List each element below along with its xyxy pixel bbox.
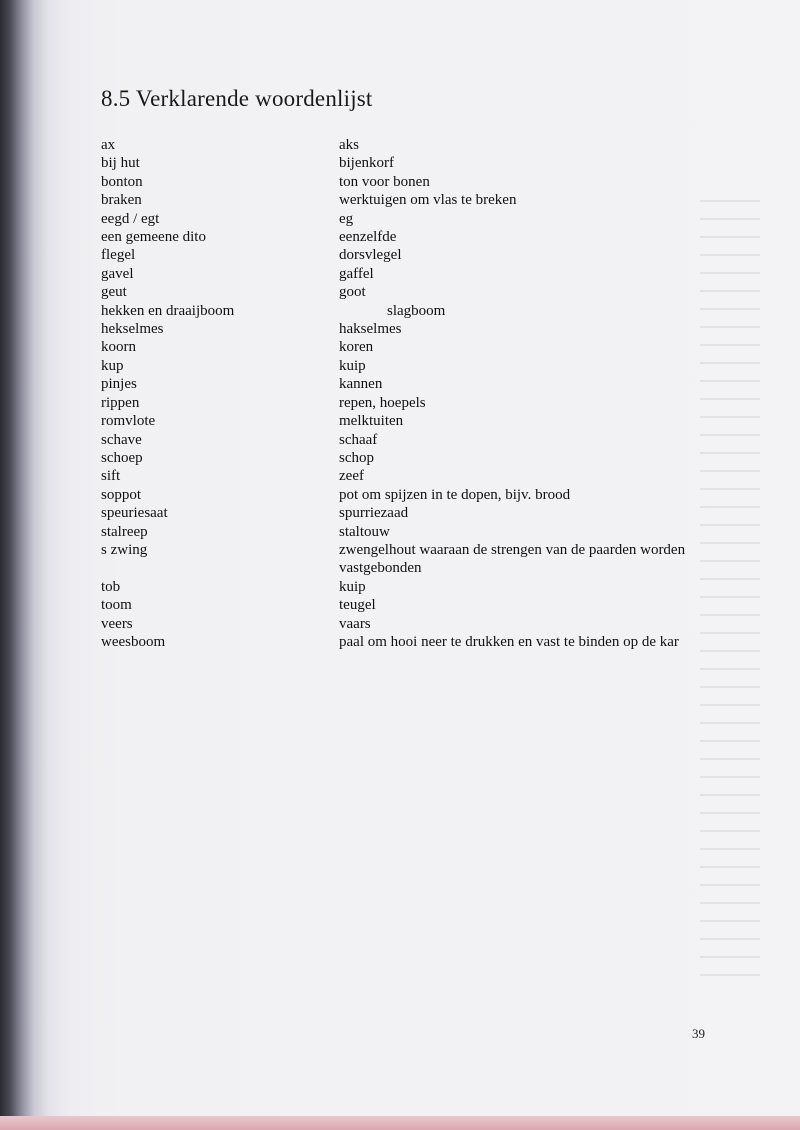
glossary-definition-text: teugel <box>339 597 376 614</box>
glossary-term: sift <box>101 468 121 485</box>
glossary-row <box>101 486 741 504</box>
glossary-definition-text: slagboom <box>387 302 446 319</box>
glossary-row <box>101 154 741 172</box>
glossary-definition <box>339 320 741 338</box>
glossary-definition-text: aks <box>339 137 359 153</box>
glossary-definition-text: hakselmes <box>339 321 402 338</box>
glossary-term: eegd / egt <box>101 210 160 227</box>
glossary-term: braken <box>101 192 142 209</box>
glossary-definition <box>339 302 741 320</box>
glossary-term: schoep <box>101 449 143 466</box>
glossary-row <box>101 449 741 467</box>
glossary-term: ax <box>101 137 116 153</box>
glossary-definition <box>339 191 741 209</box>
glossary-term: pinjes <box>101 376 137 393</box>
glossary-definition <box>339 467 741 485</box>
glossary-term: speuriesaat <box>101 505 168 522</box>
glossary-row <box>101 338 741 356</box>
glossary-list <box>101 136 741 651</box>
glossary-row <box>101 246 741 264</box>
glossary-definition <box>339 246 741 264</box>
glossary-definition <box>339 615 741 633</box>
glossary-row <box>101 467 741 485</box>
glossary-term: veers <box>101 615 133 632</box>
glossary-row <box>101 191 741 209</box>
glossary-row <box>101 173 741 191</box>
glossary-row <box>101 431 741 449</box>
glossary-row <box>101 633 741 651</box>
glossary-row <box>101 302 741 320</box>
glossary-term: schave <box>101 431 142 448</box>
glossary-definition-text: werktuigen om vlas te breken <box>339 192 517 209</box>
glossary-definition-continued: vastgebonden <box>339 560 422 577</box>
glossary-row <box>101 136 741 154</box>
glossary-definition-text: pot om spijzen in te dopen, bijv. brood <box>339 486 571 503</box>
glossary-definition-text: repen, hoepels <box>339 394 426 411</box>
glossary-definition <box>339 449 741 467</box>
glossary-term: geut <box>101 284 127 301</box>
glossary-definition <box>339 338 741 356</box>
glossary-term: kup <box>101 357 124 374</box>
glossary-definition-text: kuip <box>339 357 366 374</box>
glossary-term: een gemeene dito <box>101 229 206 246</box>
glossary-term: flegel <box>101 247 136 264</box>
glossary-definition <box>339 265 741 283</box>
glossary-row <box>101 320 741 338</box>
glossary-definition-text: spurriezaad <box>339 505 409 522</box>
glossary-term: soppot <box>101 486 142 503</box>
glossary-definition-text: schaaf <box>339 431 378 448</box>
glossary-row <box>101 615 741 633</box>
glossary-definition-text: schop <box>339 449 374 466</box>
glossary-definition-text: zwengelhout waaraan de strengen van de paarden worden <box>339 541 686 558</box>
glossary-definition-text: gaffel <box>339 265 374 282</box>
glossary-definition-text: paal om hooi neer te drukken en vast te binden op de kar <box>339 633 679 650</box>
page-edge <box>0 1116 800 1130</box>
glossary-term: koorn <box>101 339 136 356</box>
glossary-definition <box>339 228 741 246</box>
glossary-definition <box>339 486 741 504</box>
glossary-definition-text: vaars <box>339 615 371 632</box>
glossary-definition <box>339 523 741 541</box>
page-title: 8.5 Verklarende woordenlijst <box>101 86 373 111</box>
page-number: 39 <box>692 1026 705 1041</box>
glossary-definition <box>339 283 741 301</box>
glossary-row <box>101 523 741 541</box>
glossary-definition <box>339 504 741 522</box>
glossary-row <box>101 504 741 522</box>
glossary-definition <box>339 375 741 393</box>
glossary-row <box>101 541 741 578</box>
glossary-row <box>101 412 741 430</box>
glossary-row <box>101 210 741 228</box>
glossary-term: s zwing <box>101 541 148 558</box>
glossary-definition-text: kuip <box>339 578 366 595</box>
glossary-definition-text: goot <box>339 284 366 301</box>
glossary-term: hekken en draaijboom <box>101 302 235 319</box>
glossary-definition-text: ton voor bonen <box>339 173 430 190</box>
glossary-definition <box>339 136 741 154</box>
glossary-definition-text: bijenkorf <box>339 155 394 172</box>
glossary-row <box>101 394 741 412</box>
glossary-term: rippen <box>101 394 140 411</box>
glossary-term: tob <box>101 578 121 595</box>
glossary-definition <box>339 431 741 449</box>
glossary-definition <box>339 412 741 430</box>
glossary-row <box>101 265 741 283</box>
glossary-definition-text: koren <box>339 339 374 356</box>
glossary-row <box>101 578 741 596</box>
glossary-definition-text: eg <box>339 210 354 227</box>
glossary-term: gavel <box>101 265 134 282</box>
glossary-row <box>101 228 741 246</box>
glossary-definition-text: kannen <box>339 376 383 393</box>
glossary-definition-text: zeef <box>339 468 364 485</box>
glossary-definition-text: eenzelfde <box>339 229 397 246</box>
glossary-row <box>101 375 741 393</box>
glossary-definition <box>339 210 741 228</box>
glossary-term: bonton <box>101 173 143 190</box>
glossary-definition-text: dorsvlegel <box>339 247 402 264</box>
glossary-term: weesboom <box>101 633 166 650</box>
glossary-definition <box>339 357 741 375</box>
glossary-definition <box>339 394 741 412</box>
glossary-term: hekselmes <box>101 321 164 338</box>
glossary-definition <box>339 541 741 578</box>
glossary-definition <box>339 596 741 614</box>
glossary-definition-text: staltouw <box>339 523 390 540</box>
glossary-term: romvlote <box>101 413 156 430</box>
glossary-definition-text: melktuiten <box>339 413 404 430</box>
glossary-definition <box>339 633 741 651</box>
glossary-definition <box>339 578 741 596</box>
glossary-term: bij hut <box>101 155 140 172</box>
glossary-term: stalreep <box>101 523 148 540</box>
glossary-term: toom <box>101 597 132 614</box>
glossary-definition <box>339 154 741 172</box>
glossary-row <box>101 596 741 614</box>
glossary-definition <box>339 173 741 191</box>
glossary-row <box>101 357 741 375</box>
glossary-row <box>101 283 741 301</box>
